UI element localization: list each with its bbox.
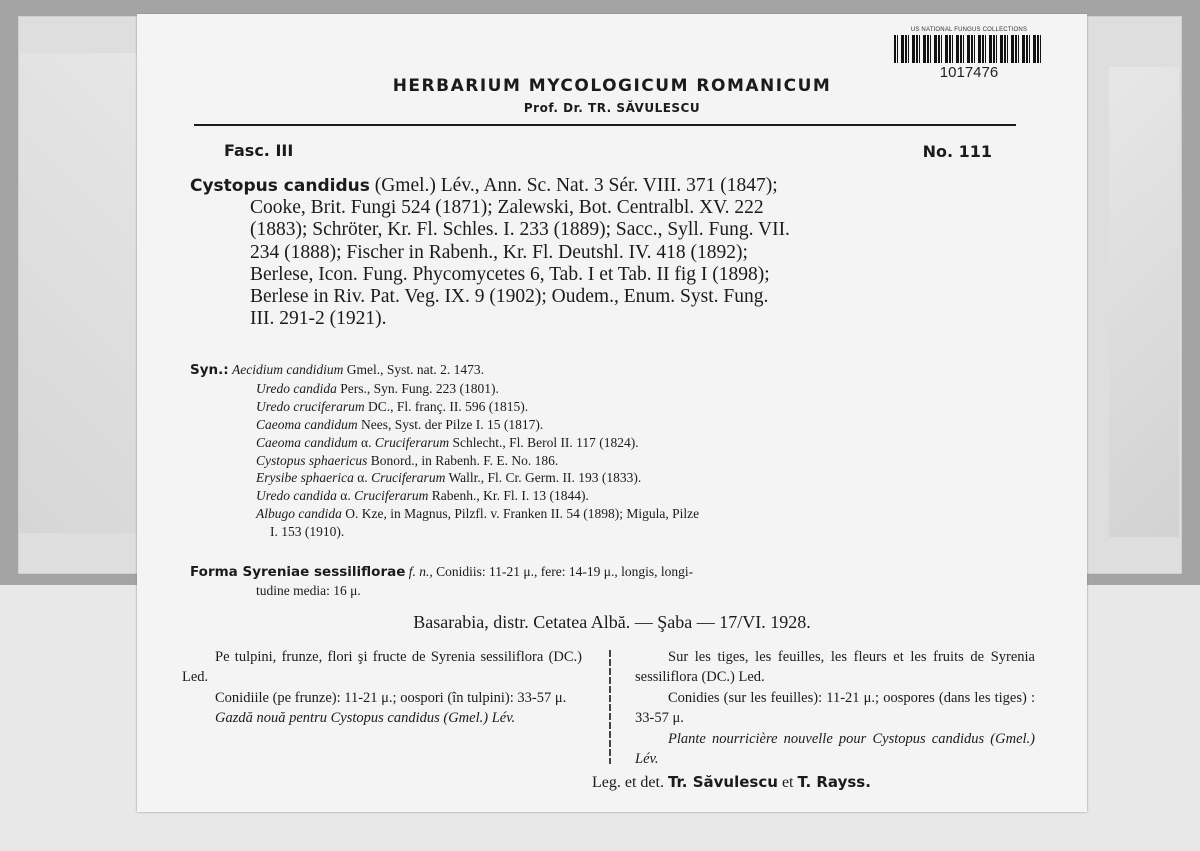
species-line: Cooke, Brit. Fungi 524 (1871); Zalewski, Bot. Centralbl. XV. 222: [250, 197, 764, 219]
note-substrate: Pe tulpini, frunze, flori şi fructe de Syrenia sessiliflora (DC.) Led.: [182, 649, 582, 686]
synonym-name: Cystopus sphaericus: [256, 452, 368, 468]
collector-name: Tr. Săvulescu: [667, 773, 778, 791]
synonym-name: Uredo candida: [256, 380, 337, 396]
romanian-notes: [182, 647, 582, 729]
legit-prefix: Leg. et det.: [592, 774, 668, 791]
fascicle-label: Fasc. III: [224, 141, 294, 160]
synonym-citation: Pers., Syn. Fung. 223 (1801).: [336, 380, 499, 396]
synonym-variety: α.: [336, 488, 355, 504]
note-host: [182, 708, 582, 728]
species-name: Cystopus candidus: [190, 176, 370, 196]
synonym-name: Caeoma candidum: [256, 416, 358, 432]
note-host: [635, 729, 1035, 770]
legit-joiner: et: [777, 774, 798, 791]
synonym-name: Erysibe sphaerica: [256, 470, 354, 486]
species-citation: (Gmel.) Lév., Ann. Sc. Nat. 3 Sér. VIII. 371 (1847);: [369, 175, 778, 196]
species-line: 234 (1888); Fischer in Rabenh., Kr. Fl. Deutshl. IV. 418 (1892);: [250, 241, 748, 263]
synonym-name: Cruciferarum: [354, 488, 429, 504]
synonym-item: [190, 361, 1032, 380]
synonym-variety: α.: [353, 470, 372, 486]
synonym-item: I. 153 (1910).: [270, 524, 345, 540]
note-measurements: Conidies (sur les feuilles): 11-21 μ.; oospores (dans les tiges) : 33-57 μ.: [635, 689, 1035, 727]
species-line: (1883); Schröter, Kr. Fl. Schles. I. 233 (1889); Sacc., Syll. Fung. VII.: [250, 219, 790, 241]
barcode-caption: US NATIONAL FUNGUS COLLECTIONS: [910, 27, 1028, 33]
synonym-name: Aecidium candidium: [232, 362, 344, 377]
herbarium-title: HERBARIUM MYCOLOGICUM ROMANICUM: [392, 76, 832, 96]
synonym-name: Uredo candida: [256, 488, 337, 504]
forma-rank: f. n.: [405, 564, 430, 579]
synonym-item: [190, 380, 1032, 398]
synonym-item: [190, 416, 1032, 434]
herbarium-label: [137, 14, 1087, 812]
species-entry: [190, 175, 1032, 330]
envelope-fold-right: [1109, 67, 1179, 537]
synonym-item: [190, 469, 1032, 487]
note-host-text: Gazdă nouă pentru Cystopus candidus (Gmel.) Lév.: [215, 710, 516, 727]
species-line: Berlese in Riv. Pat. Veg. IX. 9 (1902); Oudem., Enum. Syst. Fung.: [250, 286, 769, 308]
synonym-citation: DC., Fl. franç. II. 596 (1815).: [364, 398, 529, 414]
synonym-item: [190, 487, 1032, 505]
species-line: III. 291-2 (1921).: [250, 308, 387, 330]
synonym-citation: Schlecht., Fl. Berol II. 117 (1824).: [449, 434, 639, 450]
column-divider: [609, 650, 611, 764]
synonym-item: [190, 398, 1032, 416]
forma-line: tudine media: 16 μ.: [256, 582, 361, 598]
note-substrate: Sur les tiges, les feuilles, les fleurs et les fruits de Syrenia sessiliflora (DC.) Led.: [635, 649, 1035, 686]
note-measurements: Conidiile (pe frunze): 11-21 μ.; oospori (în tulpini): 33-57 μ.: [215, 689, 567, 706]
forma-description: , Conidiis: 11-21 μ., fere: 14-19 μ., longis, longi-: [429, 564, 694, 579]
locality: Basarabia, distr. Cetatea Albă. — Şaba — 17/VI. 1928.: [413, 612, 811, 632]
synonym-name: Cruciferarum: [371, 470, 446, 486]
species-line: [190, 175, 1032, 197]
note-host-text: Plante nourricière nouvelle pour Cystopus candidus (Gmel.) Lév.: [635, 730, 1035, 768]
synonym-citation: Gmel., Syst. nat. 2. 1473.: [343, 362, 485, 377]
barcode-number: 1017476: [939, 64, 999, 81]
synonym-name: Albugo candida: [256, 506, 342, 522]
synonym-variety: α.: [357, 434, 375, 450]
synonym-name: Cruciferarum: [374, 434, 450, 450]
synonym-item: [190, 434, 1032, 452]
synonym-citation: Wallr., Fl. Cr. Germ. II. 193 (1833).: [445, 470, 642, 486]
collector-name: T. Rayss.: [797, 773, 871, 791]
envelope-fold-left: [19, 53, 139, 533]
specimen-number: No. 111: [922, 142, 992, 161]
forma-line: [190, 563, 1032, 582]
barcode-icon: [894, 35, 1044, 63]
synonym-citation: O. Kze, in Magnus, Pilzfl. v. Franken II. 54 (1898); Migula, Pilze: [341, 506, 700, 522]
barcode-block: [894, 27, 1044, 81]
synonym-item: [190, 452, 1032, 470]
synonym-citation: Bonord., in Rabenh. F. E. No. 186.: [367, 452, 559, 468]
synonyms-list: [190, 361, 1032, 541]
synonym-name: Caeoma candidum: [256, 434, 358, 450]
herbarium-subtitle: Prof. Dr. TR. SĂVULESCU: [523, 101, 701, 115]
species-line: Berlese, Icon. Fung. Phycomycetes 6, Tab. I et Tab. II fig I (1898);: [250, 263, 770, 285]
synonym-citation: Rabenh., Kr. Fl. I. 13 (1844).: [428, 488, 589, 504]
french-notes: [635, 647, 1035, 769]
synonym-item: [190, 505, 1032, 523]
collectors-line: [592, 773, 871, 792]
forma-entry: [190, 563, 1032, 600]
synonym-citation: Nees, Syst. der Pilze I. 15 (1817).: [357, 416, 544, 432]
synonyms-label: Syn.:: [190, 362, 229, 378]
forma-name: Forma Syreniae sessiliflorae: [190, 564, 406, 580]
synonym-name: Uredo cruciferarum: [256, 398, 365, 414]
header-rule: [194, 124, 1016, 126]
